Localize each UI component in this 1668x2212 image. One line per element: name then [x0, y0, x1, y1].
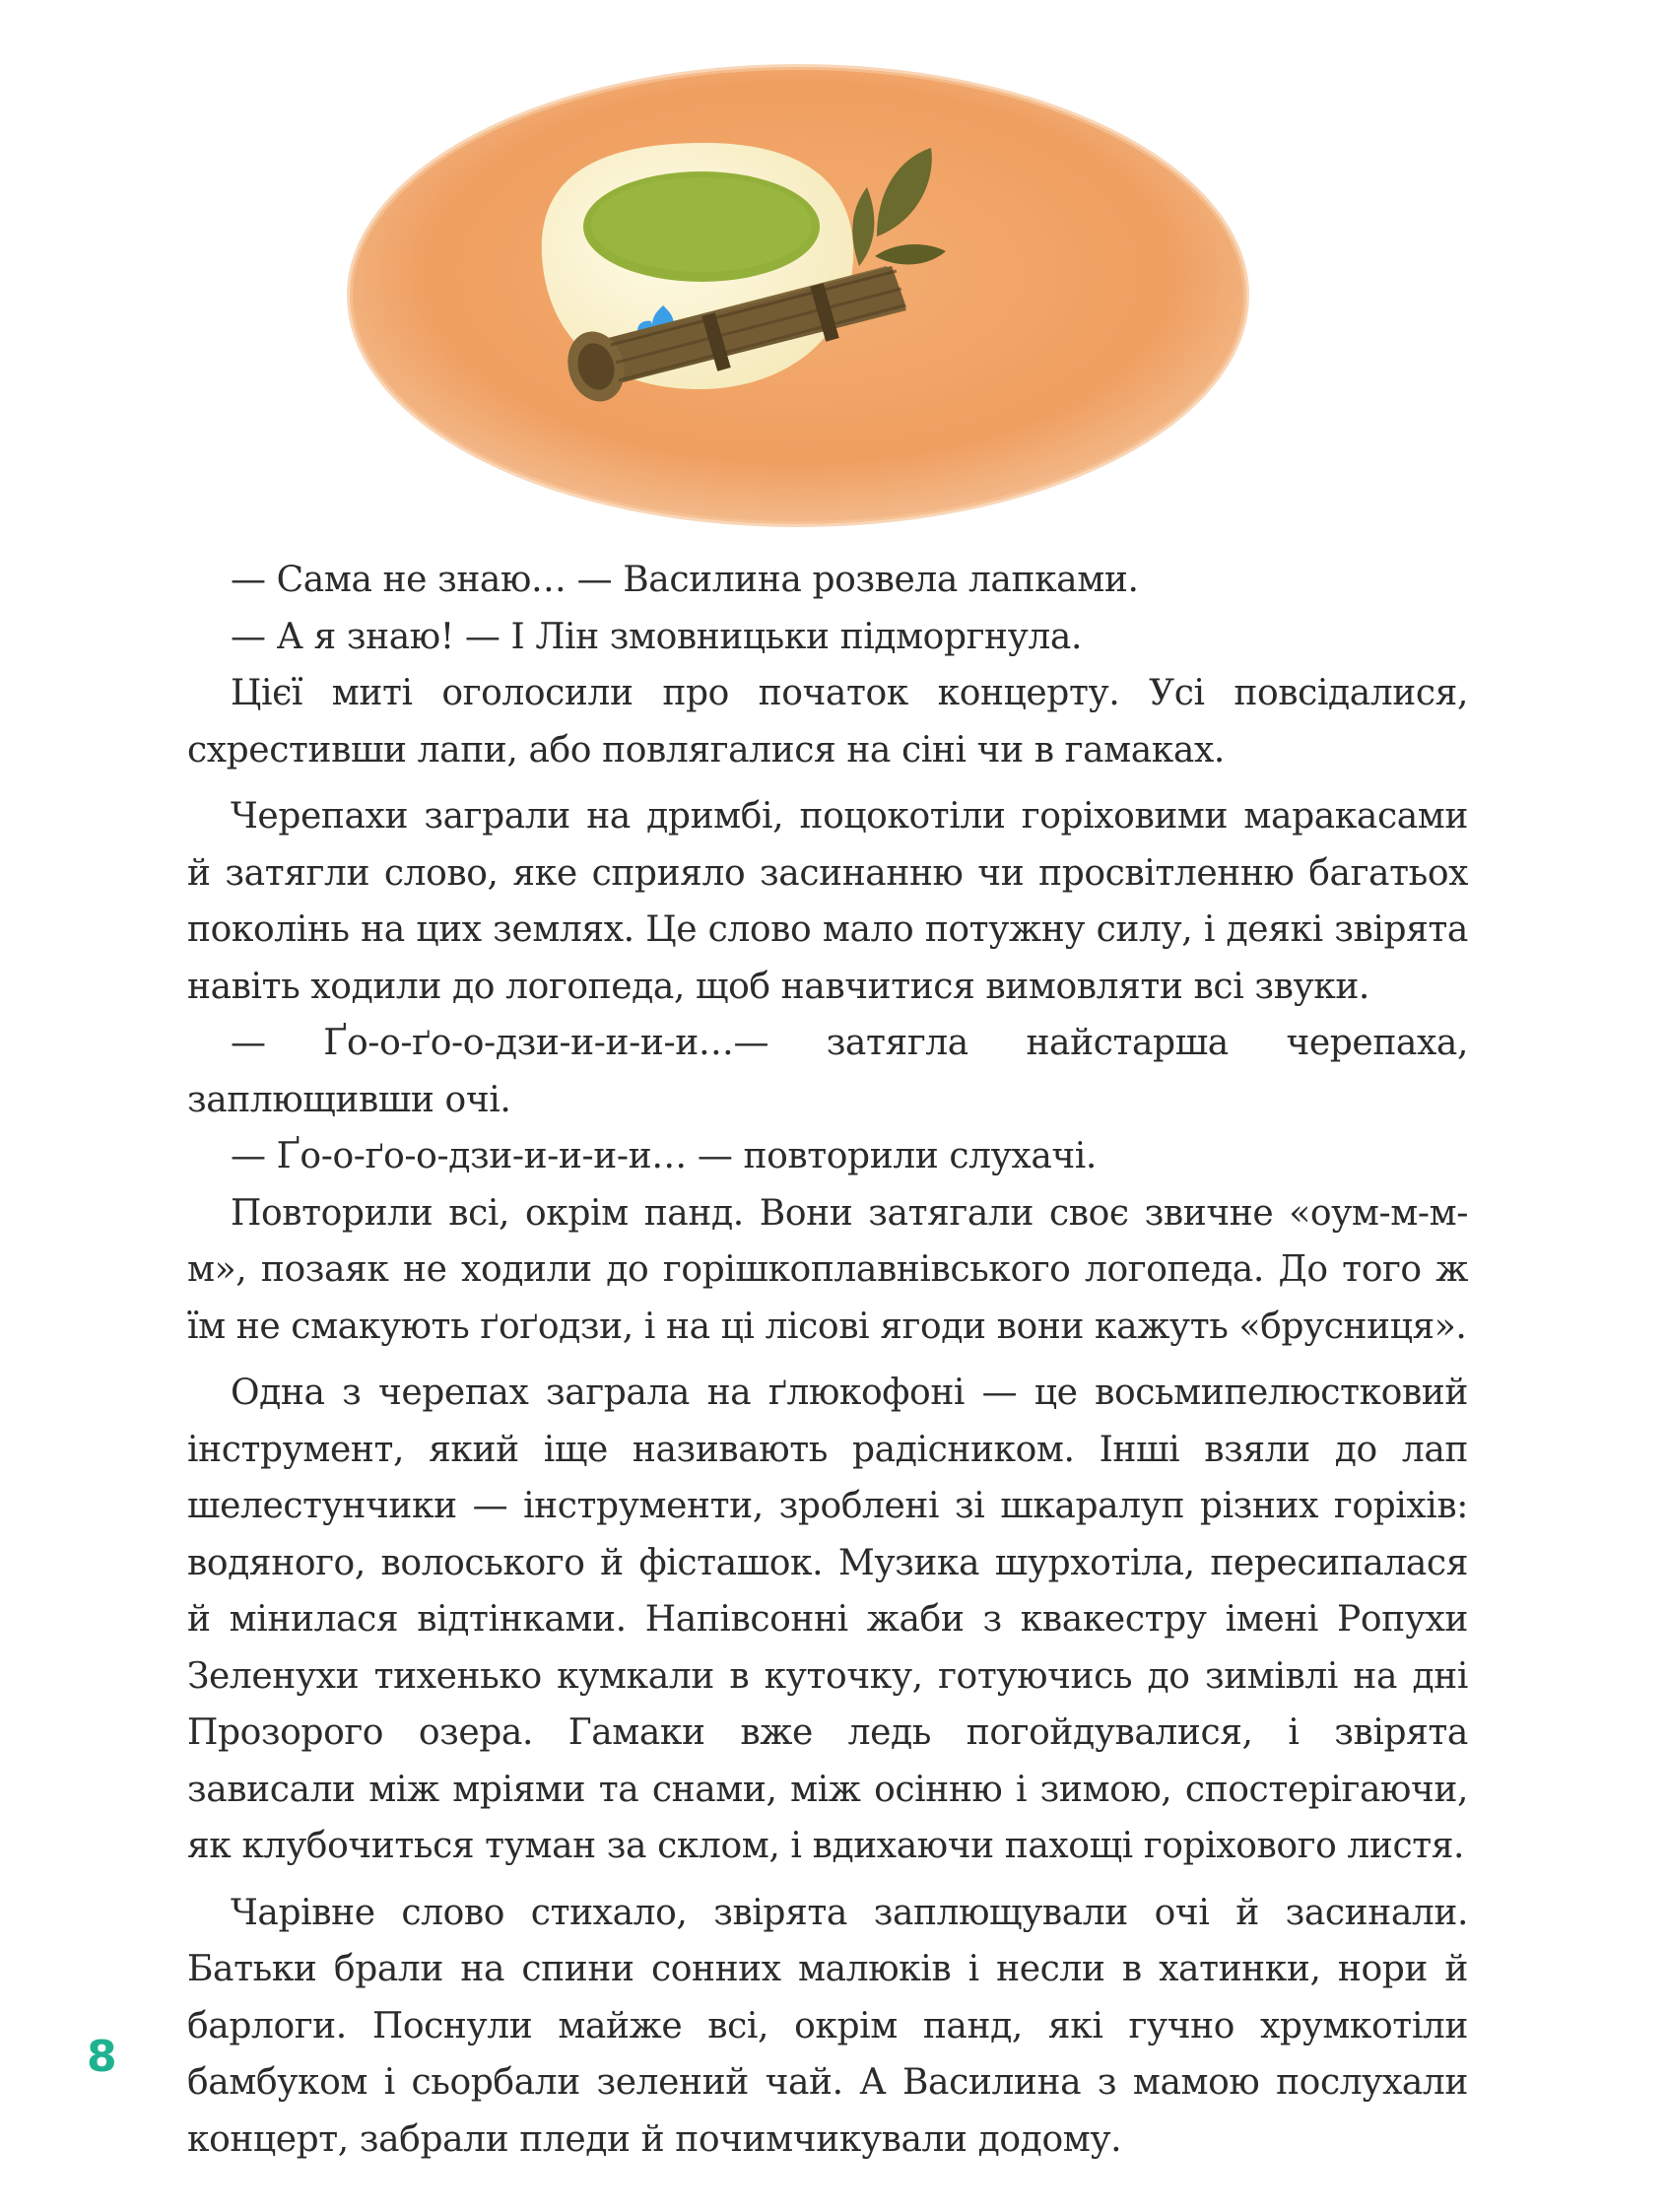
paragraph-7: Повторили всі, окрім панд. Вони затягали своє звичне «оум-м-м-м», позаяк не ходили до горішкоплавнівського логопеда. До того ж їм не смакують ґоґодзи, і на ці лісові ягоди вони кажуть «брусниця».: [187, 1192, 1468, 1347]
paragraph-8: Одна з черепах заграла на ґлюкофоні — це восьмипелюстковий інструмент, який іще називають радісником. Інші взяли до лап шелестунчики — інструменти, зроблені зі шкаралуп різних горіхів: водяного, волоського й фісташок. Музика шурхотіла, пересипалася й мінилася відтінками. Напівсонні жаби з квакестру імені Ропухи Зеленухи тихенько кумкали в куточку, готуючись до зимівлі на дні Прозорого озера. Гамаки вже ледь погойдувалися, і звірята зависали між мріями та снами, між осінню і зимою, спостерігаючи, як клубочиться туман за склом, і вдихаючи пахощі горіхового листя.: [187, 1373, 1468, 1866]
paragraph-3: Цієї миті оголосили про початок концерту. Усі повсідалися, схрестивши лапи, або повлягалися на сіні чи в гамаках.: [187, 673, 1468, 771]
page-number: 8: [87, 2032, 117, 2082]
tea-illustration: [315, 49, 1281, 542]
paragraph-1: — Сама не знаю… — Василина розвела лапками.: [231, 560, 1139, 600]
paragraph-6: — Ґо-о-ґо-о-дзи-и-и-и-и… — повторили слухачі.: [231, 1136, 1097, 1176]
story-text: [187, 552, 1468, 2168]
paragraph-9: Чарівне слово стихало, звірята заплющували очі й засинали. Батьки брали на спини сонних малюків і несли в хатинки, нори й барлоги. Поснули майже всі, окрім панд, які гучно хрумкотіли бамбуком і сьорбали зелений чай. А Василина з мамою послухали концерт, забрали пледи й почимчикували додому.: [187, 1892, 1468, 2160]
paragraph-4: Черепахи заграли на дримбі, поцокотіли горіховими маракасами й затягли слово, яке сприяло засинанню чи просвітленню багатьох поколінь на цих землях. Це слово мало потужну силу, і деякі звірята навіть ходили до логопеда, щоб навчитися вимовляти всі звуки.: [187, 796, 1468, 1007]
tea-bowl-with-bamboo-icon: [315, 49, 1281, 542]
paragraph-2: — А я знаю! — І Лін змовницьки підморгнула.: [231, 616, 1083, 657]
paragraph-5: — Ґо-о-ґо-о-дзи-и-и-и-и…— затягла найстарша черепаха, заплющивши очі.: [187, 1023, 1468, 1120]
